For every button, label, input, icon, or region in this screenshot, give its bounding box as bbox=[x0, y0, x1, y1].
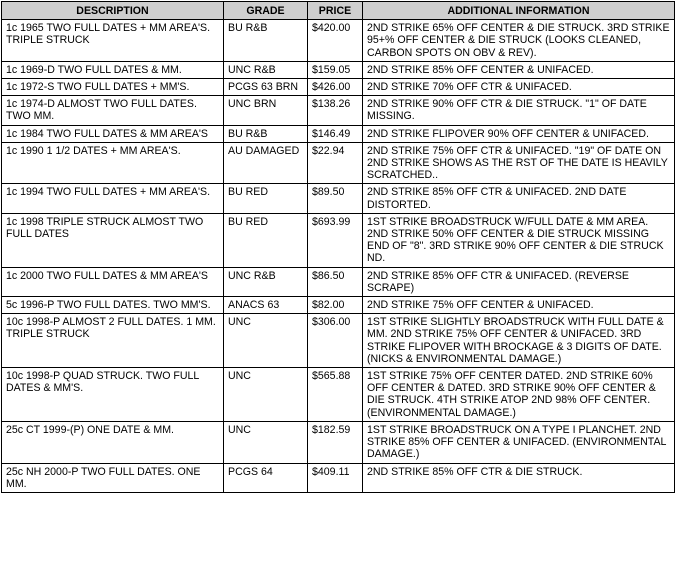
description-cell: 1c 1998 TRIPLE STRUCK ALMOST TWO FULL DATES bbox=[2, 213, 224, 267]
description-cell: 1c 1965 TWO FULL DATES + MM AREA'S. TRIPLE STRUCK bbox=[2, 20, 224, 62]
info-cell: 2ND STRIKE 65% OFF CENTER & DIE STRUCK. 3RD STRIKE 95+% OFF CENTER & DIE STRUCK (LOOKS CLEANED, CARBON SPOTS ON OBV & REV). bbox=[363, 20, 675, 62]
table-row bbox=[2, 314, 675, 368]
price-cell: $420.00 bbox=[308, 20, 363, 62]
grade-cell: BU RED bbox=[224, 184, 308, 213]
price-cell: $22.94 bbox=[308, 142, 363, 184]
description-cell: 1c 1990 1 1/2 DATES + MM AREA'S. bbox=[2, 142, 224, 184]
description-cell: 1c 1984 TWO FULL DATES & MM AREA'S bbox=[2, 125, 224, 142]
table-row bbox=[2, 421, 675, 463]
info-cell: 2ND STRIKE 90% OFF CTR & DIE STRUCK. "1" OF DATE MISSING. bbox=[363, 96, 675, 125]
price-cell: $159.05 bbox=[308, 61, 363, 78]
description-cell: 1c 2000 TWO FULL DATES & MM AREA'S bbox=[2, 267, 224, 296]
price-cell: $409.11 bbox=[308, 463, 363, 492]
table-row bbox=[2, 213, 675, 267]
grade-cell: BU RED bbox=[224, 213, 308, 267]
table-row bbox=[2, 61, 675, 78]
table-row bbox=[2, 368, 675, 422]
description-cell: 5c 1996-P TWO FULL DATES. TWO MM'S. bbox=[2, 297, 224, 314]
price-cell: $82.00 bbox=[308, 297, 363, 314]
header-price: PRICE bbox=[308, 2, 363, 20]
table-row bbox=[2, 184, 675, 213]
price-cell: $146.49 bbox=[308, 125, 363, 142]
price-cell: $565.88 bbox=[308, 368, 363, 422]
header-additional-information: ADDITIONAL INFORMATION bbox=[363, 2, 675, 20]
table-row bbox=[2, 96, 675, 125]
info-cell: 1ST STRIKE BROADSTRUCK W/FULL DATE & MM AREA. 2ND STRIKE 50% OFF CENTER & DIE STRUCK MISSING END OF "8". 3RD STRIKE 90% OFF CENTER & DIE STRUCK ND. bbox=[363, 213, 675, 267]
table-row bbox=[2, 463, 675, 492]
info-cell: 2ND STRIKE 75% OFF CTR & UNIFACED. "19" OF DATE ON 2ND STRIKE SHOWS AS THE RST OF THE DATE IS HEAVILY SCRATCHED.. bbox=[363, 142, 675, 184]
description-cell: 10c 1998-P ALMOST 2 FULL DATES. 1 MM. TRIPLE STRUCK bbox=[2, 314, 224, 368]
header-grade: GRADE bbox=[224, 2, 308, 20]
price-cell: $306.00 bbox=[308, 314, 363, 368]
table-row bbox=[2, 20, 675, 62]
info-cell: 2ND STRIKE 85% OFF CTR & UNIFACED. 2ND DATE DISTORTED. bbox=[363, 184, 675, 213]
info-cell: 2ND STRIKE 75% OFF CENTER & UNIFACED. bbox=[363, 297, 675, 314]
grade-cell: ANACS 63 bbox=[224, 297, 308, 314]
price-cell: $86.50 bbox=[308, 267, 363, 296]
grade-cell: PCGS 64 bbox=[224, 463, 308, 492]
description-cell: 25c CT 1999-(P) ONE DATE & MM. bbox=[2, 421, 224, 463]
grade-cell: BU R&B bbox=[224, 125, 308, 142]
table-row bbox=[2, 297, 675, 314]
header-row bbox=[2, 2, 675, 20]
description-cell: 1c 1969-D TWO FULL DATES & MM. bbox=[2, 61, 224, 78]
grade-cell: UNC bbox=[224, 314, 308, 368]
price-cell: $693.99 bbox=[308, 213, 363, 267]
grade-cell: AU DAMAGED bbox=[224, 142, 308, 184]
table-row bbox=[2, 267, 675, 296]
info-cell: 1ST STRIKE SLIGHTLY BROADSTRUCK WITH FULL DATE & MM. 2ND STRIKE 75% OFF CENTER & UNIFACED. 3RD STRIKE FLIPOVER WITH BROCKAGE & 3 DIGITS OF DATE. (NICKS & ENVIRONMENTAL DAMAGE.) bbox=[363, 314, 675, 368]
price-cell: $182.59 bbox=[308, 421, 363, 463]
price-cell: $138.26 bbox=[308, 96, 363, 125]
grade-cell: UNC BRN bbox=[224, 96, 308, 125]
grade-cell: UNC R&B bbox=[224, 267, 308, 296]
coin-errors-table bbox=[1, 1, 675, 493]
price-cell: $89.50 bbox=[308, 184, 363, 213]
description-cell: 1c 1972-S TWO FULL DATES + MM'S. bbox=[2, 79, 224, 96]
description-cell: 10c 1998-P QUAD STRUCK. TWO FULL DATES & MM'S. bbox=[2, 368, 224, 422]
price-cell: $426.00 bbox=[308, 79, 363, 96]
grade-cell: UNC R&B bbox=[224, 61, 308, 78]
header-description: DESCRIPTION bbox=[2, 2, 224, 20]
table-row bbox=[2, 125, 675, 142]
grade-cell: BU R&B bbox=[224, 20, 308, 62]
info-cell: 2ND STRIKE 85% OFF CENTER & UNIFACED. bbox=[363, 61, 675, 78]
info-cell: 1ST STRIKE BROADSTRUCK ON A TYPE I PLANCHET. 2ND STRIKE 85% OFF CENTER & UNIFACED. (ENVIRONMENTAL DAMAGE.) bbox=[363, 421, 675, 463]
info-cell: 2ND STRIKE 85% OFF CTR & DIE STRUCK. bbox=[363, 463, 675, 492]
info-cell: 2ND STRIKE 70% OFF CTR & UNIFACED. bbox=[363, 79, 675, 96]
description-cell: 1c 1994 TWO FULL DATES + MM AREA'S. bbox=[2, 184, 224, 213]
table-row bbox=[2, 142, 675, 184]
grade-cell: UNC bbox=[224, 368, 308, 422]
table-row bbox=[2, 79, 675, 96]
description-cell: 25c NH 2000-P TWO FULL DATES. ONE MM. bbox=[2, 463, 224, 492]
info-cell: 2ND STRIKE FLIPOVER 90% OFF CENTER & UNIFACED. bbox=[363, 125, 675, 142]
info-cell: 2ND STRIKE 85% OFF CTR & UNIFACED. (REVERSE SCRAPE) bbox=[363, 267, 675, 296]
grade-cell: UNC bbox=[224, 421, 308, 463]
grade-cell: PCGS 63 BRN bbox=[224, 79, 308, 96]
info-cell: 1ST STRIKE 75% OFF CENTER DATED. 2ND STRIKE 60% OFF CENTER & DATED. 3RD STRIKE 90% OFF CENTER & DIE STRUCK. 4TH STRIKE ATOP 2ND 98% OFF CENTER. (ENVIRONMENTAL DAMAGE.) bbox=[363, 368, 675, 422]
description-cell: 1c 1974-D ALMOST TWO FULL DATES. TWO MM. bbox=[2, 96, 224, 125]
